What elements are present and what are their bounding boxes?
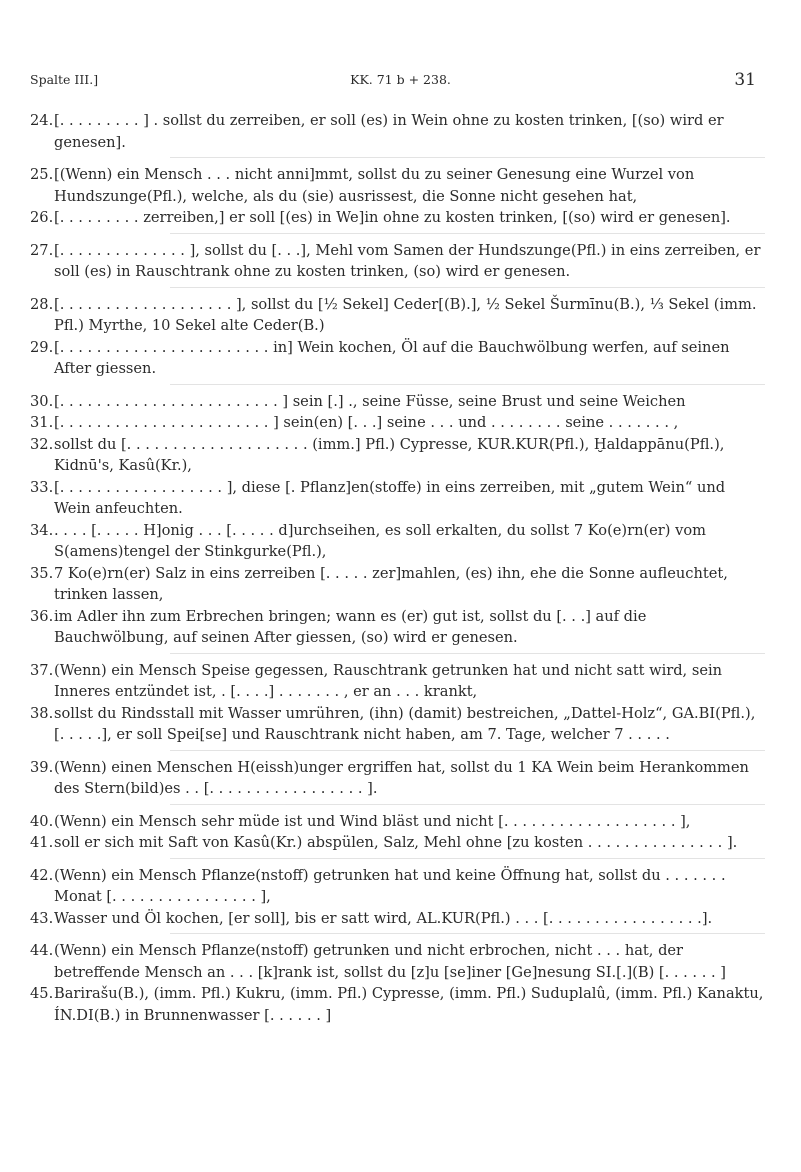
section-divider — [170, 858, 765, 859]
line-number: 30. — [30, 392, 54, 410]
line-text: (Wenn) ein Mensch Pflanze(nstoff) getrunken hat und keine Öffnung hat, sollst du . . . . . . . Monat [. . . . . . . . . . . . . . . . ], — [54, 866, 726, 905]
line-number: 41. — [30, 834, 54, 851]
line-text: . . . . [. . . . . H]onig . . . [. . . . . d]urchseihen, es soll erkalten, du sollst 7 Ko(e)rn(er) vom S(amens)tengel der Stinkgurke(Pfl.), — [54, 521, 706, 560]
line-text: [. . . . . . . . . ] . sollst du zerreiben, er soll (es) in Wein ohne zu kosten trinken, [(so) wird er genesen]. — [54, 112, 724, 151]
page-header — [0, 72, 801, 92]
line-text: [. . . . . . . . . . . . . . . . . . . ], sollst du [½ Sekel] Ceder[(B).], ½ Sekel Šurmīnu(B.), ⅓ Sekel (imm. Pfl.) Myrthe, 10 Sekel alte Ceder(B.) — [54, 295, 757, 334]
entry-29 — [30, 337, 765, 380]
line-text: [(Wenn) ein Mensch . . . nicht anni]mmt, sollst du zu seiner Genesung eine Wurzel von Hundszunge(Pfl.), welche, als du (sie) ausrissest, die Sonne nicht gesehen hat, — [54, 166, 695, 205]
line-number: 28. — [30, 295, 54, 313]
column-label: Spalte III.] — [30, 72, 99, 87]
entry-38 — [30, 703, 765, 746]
line-text: (Wenn) ein Mensch sehr müde ist und Wind bläst und nicht [. . . . . . . . . . . . . . . . . . . ], — [54, 812, 691, 830]
entry-32 — [30, 434, 765, 477]
line-text: [. . . . . . . . . . . . . . . . . . . . . . . . ] sein [.] ., seine Füsse, seine Brust und seine Weichen — [54, 392, 686, 410]
line-text: im Adler ihn zum Erbrechen bringen; wann es (er) gut ist, sollst du [. . .] auf die Bauchwölbung, auf seinen After giessen, (so) wird er genesen. — [54, 607, 647, 646]
line-text: (Wenn) ein Mensch Pflanze(nstoff) getrunken und nicht erbrochen, nicht . . . hat, der betreffende Mensch an . . . [k]rank ist, sollst du [z]u [se]iner [Ge]nesung SI.[.](B) [. . . . . . ] — [54, 942, 726, 981]
line-number: 31. — [30, 414, 54, 431]
line-text: 7 Ko(e)rn(er) Salz in eins zerreiben [. . . . . zer]mahlen, (es) ihn, ehe die Sonne aufleuchtet, trinken lassen, — [54, 564, 728, 603]
line-number: 44. — [30, 942, 54, 959]
section-divider — [170, 233, 765, 234]
entry-36 — [30, 606, 765, 649]
line-number: 38. — [30, 704, 54, 722]
line-number: 25. — [30, 166, 54, 183]
section-divider — [170, 287, 765, 288]
line-text: [. . . . . . . . . . . . . . . . . . . . . . . in] Wein kochen, Öl auf die Bauchwölbung werfen, auf seinen After giessen. — [54, 338, 730, 377]
section-divider — [170, 933, 765, 934]
line-number: 34. — [30, 521, 54, 539]
entry-45 — [30, 983, 765, 1026]
line-number: 43. — [30, 909, 54, 927]
section-divider — [170, 804, 765, 805]
line-text: [. . . . . . . . . . . . . . ], sollst du [. . .], Mehl vom Samen der Hundszunge(Pfl.) in eins zerreiben, er soll (es) in Rauschtrank ohne zu kosten trinken, (so) wird er genesen. — [54, 241, 761, 280]
entry-44 — [30, 940, 765, 983]
section-divider — [170, 157, 765, 158]
line-number: 39. — [30, 758, 54, 776]
line-text: [. . . . . . . . . zerreiben,] er soll [(es) in We]in ohne zu kosten trinken, [(so) wird er genesen]. — [54, 209, 731, 226]
line-number: 32. — [30, 435, 54, 453]
line-number: 27. — [30, 241, 54, 259]
entry-25 — [30, 164, 765, 207]
entry-31 — [30, 412, 765, 434]
section-divider — [170, 750, 765, 751]
tablet-reference: KK. 71 b + 238. — [350, 72, 451, 87]
entry-42 — [30, 865, 765, 908]
line-number: 40. — [30, 812, 54, 830]
line-text: (Wenn) ein Mensch Speise gegessen, Rauschtrank getrunken hat und nicht satt wird, sein Inneres entzündet ist, . [. . . .] . . . . . . . , er an . . . krankt, — [54, 661, 723, 700]
entry-33 — [30, 477, 765, 520]
translation-body — [30, 110, 765, 1026]
line-number: 37. — [30, 661, 54, 679]
entry-24 — [30, 110, 765, 153]
entry-41 — [30, 832, 765, 854]
line-text: sollst du [. . . . . . . . . . . . . . . . . . . . (imm.] Pfl.) Cypresse, KUR.KUR(Pfl.), Ḫaldappānu(Pfl.), Kidnū's, Kasû(Kr.), — [54, 435, 725, 474]
line-text: sollst du Rindsstall mit Wasser umrühren, (ihn) (damit) bestreichen, „Dattel-Holz“, GA.BI(Pfl.), [. . . . .], er soll Spei[se] und Rauschtrank nicht haben, am 7. Tage, welcher 7 . . . . . — [54, 704, 756, 743]
line-number: 24. — [30, 112, 54, 129]
section-divider — [170, 653, 765, 654]
line-text: Barirašu(B.), (imm. Pfl.) Kukru, (imm. Pfl.) Cypresse, (imm. Pfl.) Suduplalû, (imm. Pfl.) Kanaktu, ÍN.DI(B.) in Brunnenwasser [. . . . . . ] — [54, 985, 764, 1024]
line-text: [. . . . . . . . . . . . . . . . . . . . . . . ] sein(en) [. . .] seine . . . und . . . . . . . . seine . . . . . . . , — [54, 414, 679, 431]
line-text: [. . . . . . . . . . . . . . . . . . ], diese [. Pflanz]en(stoffe) in eins zerreiben, mit „gutem Wein“ und Wein anfeuchten. — [54, 478, 726, 517]
line-number: 42. — [30, 866, 54, 884]
section-divider — [170, 384, 765, 385]
entry-27 — [30, 240, 765, 283]
line-number: 33. — [30, 478, 54, 496]
line-number: 45. — [30, 985, 54, 1002]
entry-35 — [30, 563, 765, 606]
line-number: 36. — [30, 607, 54, 625]
entry-34 — [30, 520, 765, 563]
line-text: soll er sich mit Saft von Kasû(Kr.) abspülen, Salz, Mehl ohne [zu kosten . . . . . . . . . . . . . . . ]. — [54, 834, 738, 851]
line-text: Wasser und Öl kochen, [er soll], bis er satt wird, AL.KUR(Pfl.) . . . [. . . . . . . . . . . . . . . . .]. — [54, 909, 713, 927]
line-number: 35. — [30, 564, 54, 582]
line-number: 29. — [30, 338, 54, 356]
entry-26 — [30, 207, 765, 229]
line-text: (Wenn) einen Menschen H(eissh)unger ergriffen hat, sollst du 1 KA Wein beim Herankommen des Stern(bild)es . . [. . . . . . . . . . . . . . . . . ]. — [54, 758, 749, 797]
entry-30 — [30, 391, 765, 413]
entry-37 — [30, 660, 765, 703]
entry-39 — [30, 757, 765, 800]
line-number: 26. — [30, 209, 54, 226]
entry-40 — [30, 811, 765, 833]
entry-28 — [30, 294, 765, 337]
page-number: 31 — [734, 70, 756, 90]
entry-43 — [30, 908, 765, 930]
